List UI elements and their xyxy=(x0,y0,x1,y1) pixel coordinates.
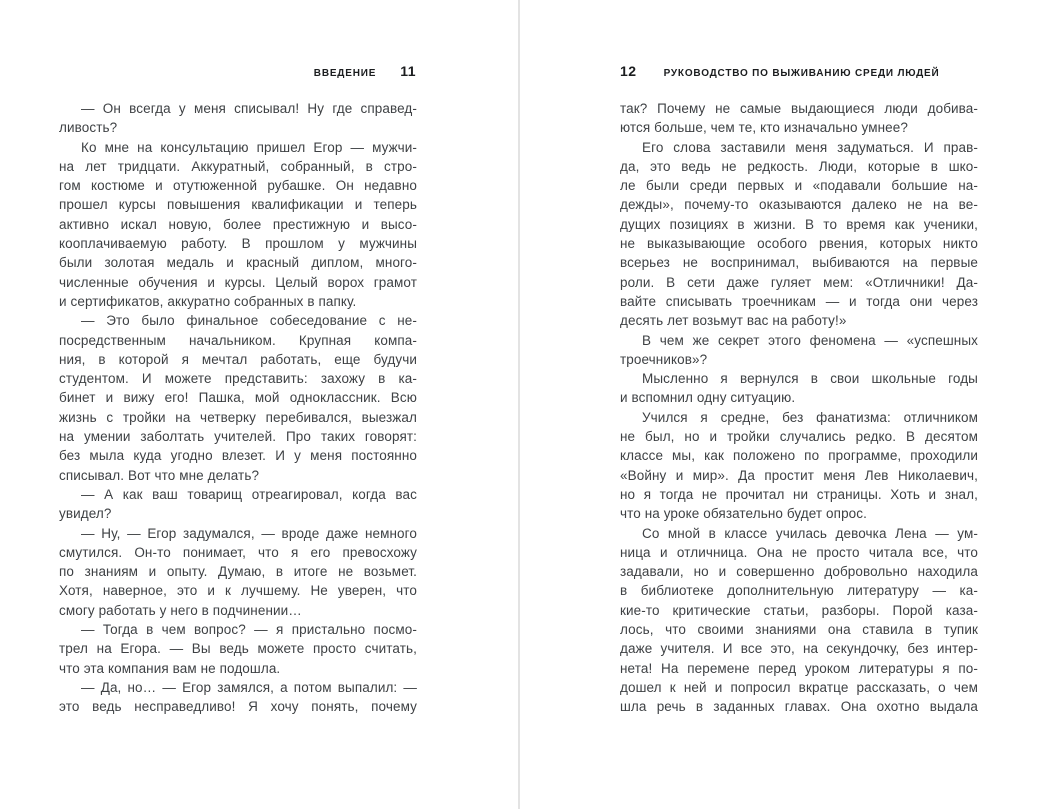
text-line: что эта компания вам не подошла. xyxy=(59,660,281,676)
text-line: посредственным начальником. Крупная компа- xyxy=(59,332,417,348)
text-line: — Ну, — Егор задумался, — вроде даже немного xyxy=(81,525,417,541)
text-line: ница и отличница. Она не просто читала все, что xyxy=(620,544,978,560)
text-line: увидел? xyxy=(59,506,112,522)
text-line: смутился. Он-то понимает, что я его превосхожу xyxy=(59,544,417,560)
text-line: это ведь несправедливо! Я хочу понять, почему xyxy=(59,699,417,715)
text-line: по знаниям и опыту. Думаю, в итоге не возьмет. xyxy=(59,564,417,580)
text-line: задавали, но и совершенно добровольно находила xyxy=(620,564,978,580)
text-line: численные обучения и курсы. Целый ворох грамот xyxy=(59,274,417,290)
text-line: Со мной в классе училась девочка Лена — ум- xyxy=(642,525,978,541)
text-line: классе мы, как положено по программе, проходили xyxy=(620,448,978,464)
text-line: но я тогда не прочитал ни страницы. Хоть и знал, xyxy=(620,486,978,502)
text-line: трел на Егора. — Вы ведь можете просто считать, xyxy=(59,641,417,657)
text-line: активно искал новую, более престижную и высо- xyxy=(59,216,417,232)
text-line: всерьез не воспринимал, выбиваются на первые xyxy=(620,255,978,271)
text-line: Его слова заставили меня задуматься. И прав- xyxy=(642,139,978,155)
text-line: были золотая медаль и красный диплом, много- xyxy=(59,255,417,271)
left-page xyxy=(0,0,518,809)
text-line: что на уроке обязательно будет опрос. xyxy=(620,506,867,522)
text-line: — Это было финальное собеседование с не- xyxy=(81,313,417,329)
book-title-label: РУКОВОДСТВО ПО ВЫЖИВАНИЮ СРЕДИ ЛЮДЕЙ xyxy=(663,68,940,79)
text-line: на лет тридцати. Аккуратный, собранный, в стро- xyxy=(59,158,417,174)
text-line: не выказывающие особого рвения, которых никто xyxy=(620,236,978,252)
text-line: и сертификатов, аккуратно собранных в папку. xyxy=(59,293,357,309)
text-line: — Он всегда у меня списывал! Ну где справед- xyxy=(81,101,417,116)
text-line: студентом. И можете представить: захожу в ка- xyxy=(59,371,417,387)
text-line: лось, что своими знаниями она ставила в тупик xyxy=(620,622,978,638)
right-page-text-column xyxy=(620,99,978,717)
text-line: так? Почему не самые выдающиеся люди добива- xyxy=(620,101,978,116)
left-page-number: 11 xyxy=(400,63,416,79)
left-running-head xyxy=(314,63,416,79)
text-line: — Да, но… — Егор замялся, а потом выпалил: — xyxy=(81,679,417,695)
left-page-text-column xyxy=(59,99,417,717)
text-line: нета! На перемене перед уроком литературы я по- xyxy=(620,660,978,676)
chapter-title-label: ВВЕДЕНИЕ xyxy=(313,68,377,79)
text-line: Ко мне на консультацию пришел Егор — мужчи- xyxy=(81,139,417,155)
text-line: «Войну и мир». Да простит меня Лев Николаевич, xyxy=(620,467,978,483)
text-line: Мысленно я вернулся в свои школьные годы xyxy=(642,371,978,387)
text-line: ле были среди первых и «подавали большие на- xyxy=(620,178,978,194)
page-gutter-divider xyxy=(518,0,520,809)
text-line: и вспомнил одну ситуацию. xyxy=(620,390,796,406)
text-line: кие-то критические статьи, разборы. Порой каза- xyxy=(620,602,978,618)
text-line: без мыла куда угодно влезет. И у меня постоянно xyxy=(59,448,417,464)
text-line: шла речь в заданных главах. Она охотно выдала xyxy=(620,699,978,715)
text-line: — Тогда в чем вопрос? — я пристально посмо- xyxy=(81,622,417,638)
text-line: Хотя, наверное, это и к лучшему. Не уверен, что xyxy=(59,583,417,599)
text-line: дущих позициях в жизни. В то время как ученики, xyxy=(620,216,978,232)
text-line: да, это ведь не редкость. Люди, которые в шко- xyxy=(620,158,978,174)
text-line: ются больше, чем те, кто изначально умнее? xyxy=(620,120,908,136)
text-line: — А как ваш товарищ отреагировал, когда вас xyxy=(81,486,417,502)
text-line: роли. В сети даже гуляет мем: «Отличники! Да- xyxy=(620,274,978,290)
text-line: вайте списывать троечникам — и тогда они через xyxy=(620,293,978,309)
text-line: Учился я средне, без фанатизма: отличником xyxy=(642,409,978,425)
text-line: дошел к ней и попросил вкратце рассказать, о чем xyxy=(620,679,978,695)
text-line: на умении заболтать учителей. Про таких говорят: xyxy=(59,429,417,445)
text-line: прошел курсы повышения квалификации и теперь xyxy=(59,197,417,213)
text-line: десять лет возьмут вас на работу!» xyxy=(620,313,847,329)
text-line: кооплачиваемую работу. В прошлом у мужчины xyxy=(59,236,417,252)
text-line: в библиотеке дополнительную литературу — ка- xyxy=(620,583,978,599)
right-page xyxy=(521,0,1041,809)
right-page-number: 12 xyxy=(620,63,637,79)
text-line: ливость? xyxy=(59,120,118,136)
text-line: бинет и вижу его! Пашка, мой одноклассник. Всю xyxy=(59,390,417,406)
text-line: смогу работать у него в подчинении… xyxy=(59,602,302,618)
text-line: троечников»? xyxy=(620,351,708,367)
text-line: даже учителя. И все это, на секундочку, без интер- xyxy=(620,641,978,657)
text-line: списывал. Вот что мне делать? xyxy=(59,467,260,483)
right-running-head xyxy=(620,63,940,79)
text-line: ния, в которой я мечтал работать, еще будучи xyxy=(59,351,417,367)
text-line: жизнь с тройки на четверку перебивался, выезжал xyxy=(59,409,417,425)
text-line: не был, но и тройки случались редко. В десятом xyxy=(620,429,978,445)
text-line: В чем же секрет этого феномена — «успешных xyxy=(642,332,978,348)
text-line: гом костюме и отутюженной рубашке. Он недавно xyxy=(59,178,417,194)
text-line: дежды», почему-то оказываются далеко не на ве- xyxy=(620,197,978,213)
